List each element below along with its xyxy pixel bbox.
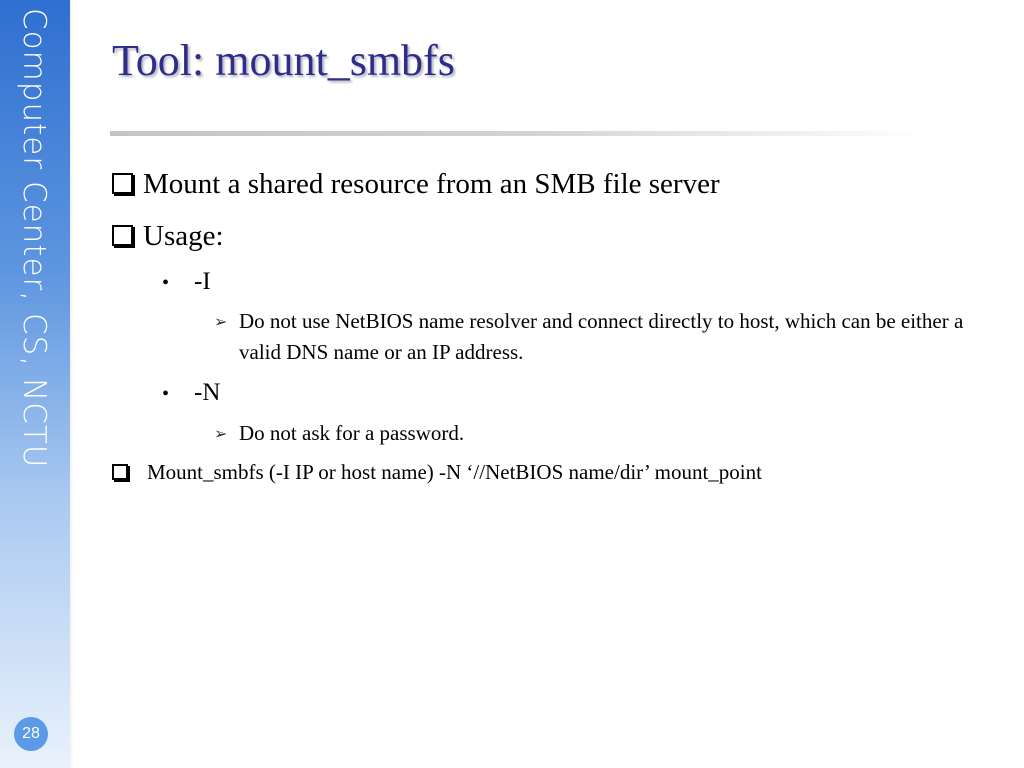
list-item-text: Mount a shared resource from an SMB file server — [143, 168, 720, 200]
option-flag: -I — [194, 268, 211, 295]
page-number: 28 — [14, 717, 48, 751]
arrowhead-bullet-icon: ➢ — [214, 312, 228, 331]
checkbox-bullet-icon — [112, 173, 133, 194]
syntax-line — [112, 458, 762, 486]
option-description-n — [214, 418, 979, 449]
option-description: Do not use NetBIOS name resolver and connect directly to host, which can be either a valid DNS name or an IP address. — [239, 309, 964, 364]
sidebar — [0, 0, 70, 768]
checkbox-bullet-icon — [112, 464, 128, 480]
title-divider — [110, 131, 930, 136]
checkbox-bullet-icon — [112, 225, 133, 246]
option-description: Do not ask for a password. — [239, 421, 465, 445]
option-description-i — [214, 306, 979, 368]
dot-bullet-icon: • — [162, 383, 170, 405]
slide-title: Tool: mount_smbfs — [112, 36, 455, 85]
list-item-usage — [112, 219, 224, 253]
option-flag: -N — [194, 379, 221, 406]
list-item-text: Usage: — [143, 220, 224, 252]
sidebar-label: Computer Center, CS, NCTU — [16, 8, 52, 469]
syntax-text: Mount_smbfs (-I IP or host name) -N ‘//NetBIOS name/dir’ mount_point — [147, 460, 762, 484]
list-item-mount — [112, 167, 720, 201]
option-flag-n — [162, 378, 220, 409]
arrowhead-bullet-icon: ➢ — [214, 424, 228, 443]
option-flag-i — [162, 267, 211, 298]
dot-bullet-icon: • — [162, 272, 170, 294]
